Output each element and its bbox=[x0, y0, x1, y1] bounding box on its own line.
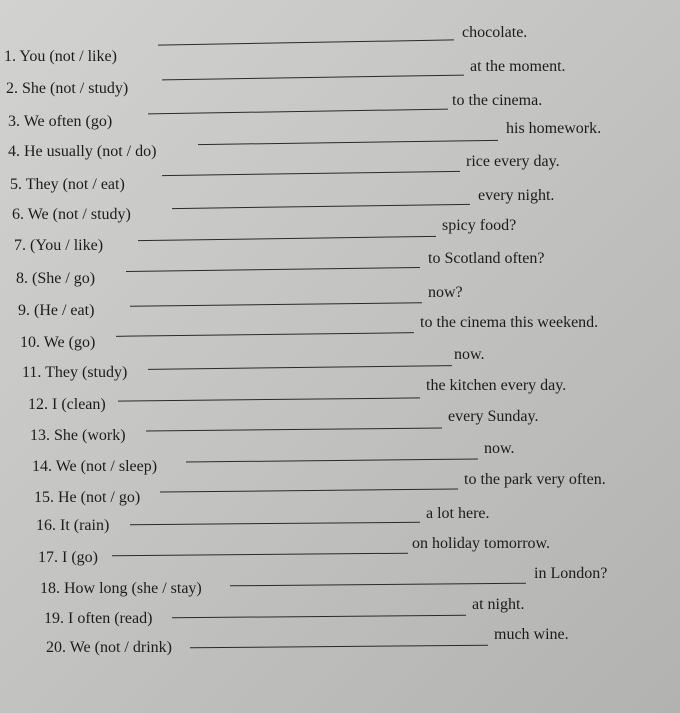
exercise-item bbox=[0, 22, 680, 65]
answer-blank[interactable] bbox=[130, 302, 422, 307]
item-ending: much wine. bbox=[494, 626, 569, 643]
item-ending: to the cinema this weekend. bbox=[420, 314, 599, 331]
answer-blank[interactable] bbox=[116, 332, 414, 337]
item-number: 7. bbox=[14, 237, 26, 254]
item-prompt-text: She (not / study) bbox=[22, 80, 129, 97]
item-prompt bbox=[40, 580, 202, 598]
answer-blank[interactable] bbox=[186, 458, 478, 462]
item-ending: now? bbox=[428, 284, 463, 301]
exercise-item bbox=[0, 312, 680, 351]
item-ending: on holiday tomorrow. bbox=[412, 535, 551, 552]
item-number: 8. bbox=[16, 270, 28, 287]
answer-blank[interactable] bbox=[130, 522, 420, 526]
exercise-item bbox=[0, 409, 680, 443]
exercise-item bbox=[0, 282, 680, 319]
item-ending: to Scotland often? bbox=[428, 250, 545, 267]
answer-blank[interactable] bbox=[138, 236, 436, 241]
item-ending: a lot here. bbox=[426, 505, 490, 522]
answer-blank[interactable] bbox=[112, 553, 408, 557]
item-prompt bbox=[38, 549, 98, 567]
item-prompt-text: (He / eat) bbox=[34, 302, 95, 319]
item-prompt-text: It (rain) bbox=[60, 517, 110, 534]
exercise-item bbox=[0, 566, 680, 600]
exercise-item bbox=[0, 55, 680, 97]
answer-blank[interactable] bbox=[118, 397, 420, 401]
item-prompt-text: How long (she / stay) bbox=[64, 580, 202, 597]
item-ending: rice every day. bbox=[466, 153, 560, 170]
exercise-item bbox=[0, 248, 680, 287]
item-prompt-text: He usually (not / do) bbox=[24, 143, 157, 160]
exercise-item bbox=[0, 345, 680, 379]
item-number: 1. bbox=[4, 48, 16, 65]
item-ending: at night. bbox=[472, 596, 525, 613]
item-ending: every night. bbox=[478, 187, 555, 204]
item-prompt-text: They (not / eat) bbox=[25, 176, 125, 193]
item-number: 4. bbox=[8, 143, 20, 160]
item-prompt-text: (She / go) bbox=[32, 270, 96, 287]
item-number: 9. bbox=[18, 302, 30, 319]
exercise-item bbox=[0, 215, 680, 254]
item-number: 20. bbox=[46, 639, 66, 656]
exercise-item bbox=[0, 440, 680, 474]
item-number: 12. bbox=[28, 396, 48, 413]
item-ending: the kitchen every day. bbox=[426, 377, 567, 394]
item-number: 19. bbox=[44, 610, 64, 627]
item-number: 15. bbox=[34, 489, 54, 506]
item-prompt-text: I (clean) bbox=[52, 396, 106, 413]
item-prompt-text: I often (read) bbox=[68, 610, 153, 627]
item-ending: his homework. bbox=[506, 120, 602, 137]
item-prompt-text: He (not / go) bbox=[58, 489, 141, 506]
answer-blank[interactable] bbox=[162, 171, 460, 176]
item-prompt-text: I (go) bbox=[62, 549, 98, 566]
answer-blank[interactable] bbox=[198, 140, 498, 145]
item-prompt-text: She (work) bbox=[54, 427, 126, 444]
item-prompt-text: You (not / like) bbox=[19, 48, 117, 65]
answer-blank[interactable] bbox=[190, 645, 488, 649]
exercise-item bbox=[0, 184, 680, 223]
answer-blank[interactable] bbox=[162, 75, 464, 81]
item-prompt-text: They (study) bbox=[45, 364, 128, 381]
item-ending: spicy food? bbox=[442, 217, 517, 234]
exercise-item bbox=[0, 628, 680, 662]
item-ending: now. bbox=[454, 346, 485, 363]
answer-blank[interactable] bbox=[158, 39, 454, 45]
item-number: 6. bbox=[12, 206, 24, 223]
item-ending: chocolate. bbox=[462, 24, 528, 41]
answer-blank[interactable] bbox=[230, 583, 526, 587]
item-prompt-text: We (not / study) bbox=[27, 206, 131, 223]
item-prompt-text: We (go) bbox=[43, 334, 96, 351]
item-prompt-text: We often (go) bbox=[23, 113, 113, 130]
exercise-item bbox=[0, 118, 680, 160]
answer-blank[interactable] bbox=[172, 615, 466, 619]
item-prompt bbox=[46, 639, 172, 657]
item-prompt bbox=[36, 517, 109, 535]
exercise-item bbox=[0, 377, 680, 411]
item-number: 10. bbox=[20, 334, 40, 351]
item-prompt bbox=[44, 610, 152, 628]
item-number: 16. bbox=[36, 517, 56, 534]
item-number: 11. bbox=[22, 364, 42, 381]
item-ending: in London? bbox=[534, 565, 608, 582]
item-number: 3. bbox=[8, 113, 20, 130]
answer-blank[interactable] bbox=[146, 427, 442, 431]
item-prompt-text: We (not / drink) bbox=[69, 639, 172, 656]
exercise-item bbox=[0, 505, 680, 539]
item-ending: at the moment. bbox=[470, 58, 566, 75]
answer-blank[interactable] bbox=[160, 488, 458, 492]
exercise-item bbox=[0, 598, 680, 632]
item-number: 17. bbox=[38, 549, 58, 566]
item-number: 18. bbox=[40, 580, 60, 597]
answer-blank[interactable] bbox=[172, 204, 470, 209]
item-number: 13. bbox=[30, 427, 50, 444]
exercise-item bbox=[0, 151, 680, 193]
item-ending: now. bbox=[484, 440, 515, 457]
item-ending: every Sunday. bbox=[448, 408, 539, 425]
answer-blank[interactable] bbox=[148, 109, 448, 115]
answer-blank[interactable] bbox=[126, 267, 420, 272]
item-number: 2. bbox=[6, 80, 18, 97]
item-ending: to the cinema. bbox=[452, 92, 543, 109]
item-number: 14. bbox=[32, 458, 52, 475]
exercise-item bbox=[0, 472, 680, 506]
item-ending: to the park very often. bbox=[464, 471, 606, 488]
item-prompt-text: (You / like) bbox=[30, 237, 104, 254]
item-prompt-text: We (not / sleep) bbox=[55, 458, 158, 475]
item-number: 5. bbox=[10, 176, 22, 193]
answer-blank[interactable] bbox=[148, 365, 452, 370]
